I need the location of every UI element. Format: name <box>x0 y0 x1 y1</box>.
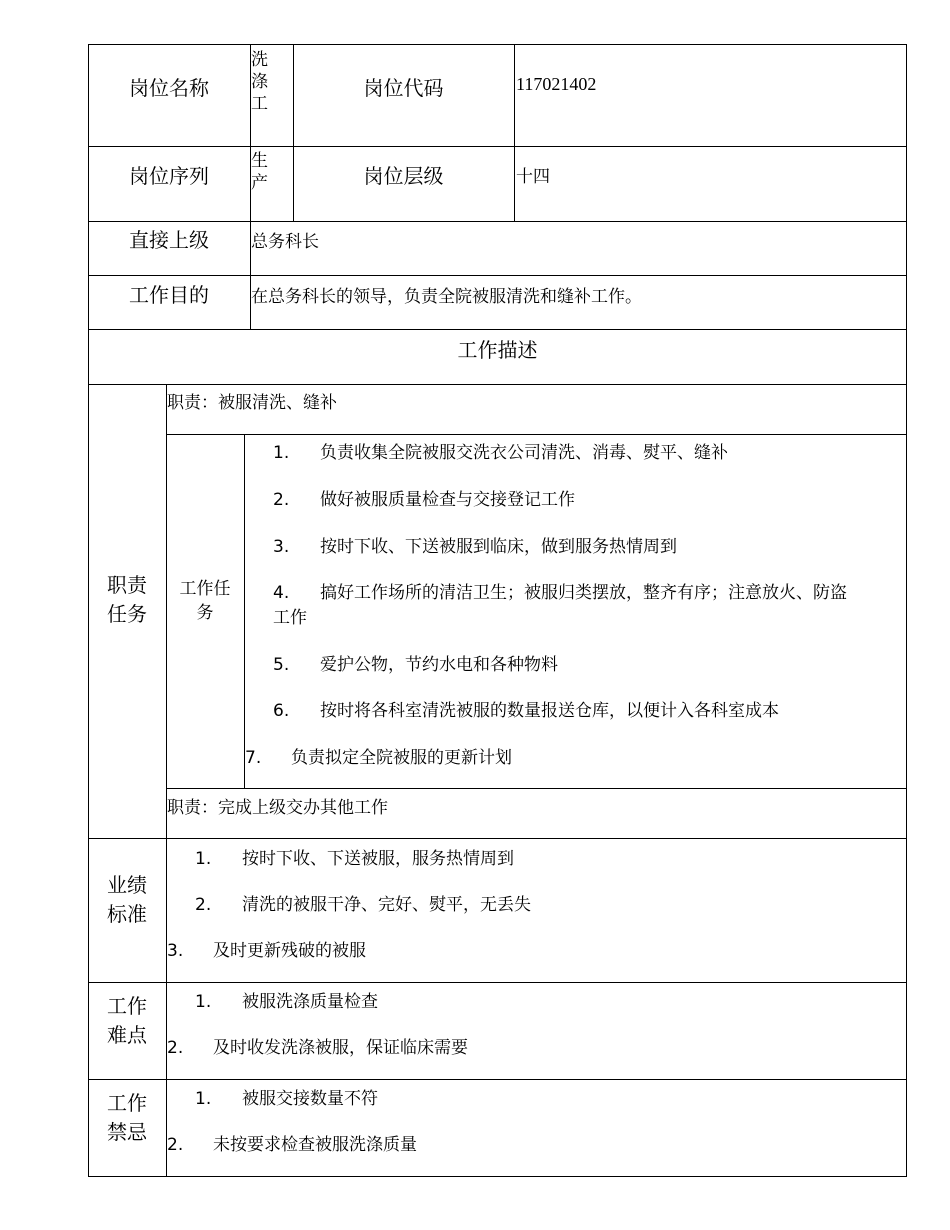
list-item: 1. 被服洗涤质量检查 <box>195 992 378 1012</box>
list-item: 2. 未按要求检查被服洗涤质量 <box>167 1135 417 1155</box>
list-item: 4. 搞好工作场所的清洁卫生；被服归类摆放，整齐有序；注意放火、防盗 <box>273 583 847 603</box>
duty1-title: 职责：被服清洗、缝补 <box>167 393 337 413</box>
duty-label: 职责任务 <box>107 573 147 626</box>
list-item: 1. 按时下收、下送被服，服务热情周到 <box>195 849 514 869</box>
border-right <box>906 44 907 1177</box>
list-item: 1. 被服交接数量不符 <box>195 1089 378 1109</box>
row-line <box>166 434 907 435</box>
supervisor-value: 总务科长 <box>251 232 319 252</box>
post-name-label: 岗位名称 <box>129 76 209 100</box>
purpose-value: 在总务科长的领导，负责全院被服清洗和缝补工作。 <box>251 287 642 307</box>
row-line <box>88 384 907 385</box>
col-line <box>293 44 294 222</box>
description-title: 工作描述 <box>457 338 538 362</box>
list-item: 6. 按时将各科室清洗被服的数量报送仓库，以便计入各科室成本 <box>273 701 779 721</box>
post-level-value: 十四 <box>516 167 550 187</box>
supervisor-label: 直接上级 <box>129 228 209 252</box>
list-item: 1. 负责收集全院被服交洗衣公司清洗、消毒、熨平、缝补 <box>273 443 728 463</box>
col-line <box>166 384 167 1177</box>
post-name-value: 洗涤工 <box>251 50 268 114</box>
border-top <box>88 44 907 45</box>
post-level-label: 岗位层级 <box>363 164 444 188</box>
post-code-value: 117021402 <box>516 74 597 94</box>
post-series-value: 生产 <box>251 151 268 193</box>
row-line <box>88 221 907 222</box>
list-item: 2. 及时收发洗涤被服，保证临床需要 <box>167 1038 468 1058</box>
performance-label: 业绩标准 <box>107 873 147 926</box>
row-line <box>88 838 907 839</box>
row-line <box>88 329 907 330</box>
col-line <box>514 44 515 222</box>
list-item: 7. 负责拟定全院被服的更新计划 <box>245 748 512 768</box>
row-line <box>166 788 907 789</box>
list-item: 2. 清洗的被服干净、完好、熨平，无丢失 <box>195 895 531 915</box>
prohibition-label: 工作禁忌 <box>107 1091 147 1144</box>
list-item: 3. 及时更新残破的被服 <box>167 941 366 961</box>
list-item: 5. 爱护公物，节约水电和各种物料 <box>273 655 558 675</box>
post-series-label: 岗位序列 <box>129 164 209 188</box>
post-code-label: 岗位代码 <box>363 76 444 100</box>
row-line <box>88 146 907 147</box>
border-bottom <box>88 1176 907 1177</box>
row-line <box>88 275 907 276</box>
row-line <box>88 982 907 983</box>
difficulty-label: 工作难点 <box>107 994 147 1047</box>
list-item: 2. 做好被服质量检查与交接登记工作 <box>273 490 575 510</box>
border-left <box>88 44 89 1177</box>
list-item-continuation: 工作 <box>273 608 307 628</box>
col-line <box>244 434 245 789</box>
task-label: 工作任务 <box>179 579 231 623</box>
duty2-title: 职责：完成上级交办其他工作 <box>167 798 388 818</box>
list-item: 3. 按时下收、下送被服到临床，做到服务热情周到 <box>273 537 677 557</box>
row-line <box>88 1079 907 1080</box>
purpose-label: 工作目的 <box>129 283 209 307</box>
